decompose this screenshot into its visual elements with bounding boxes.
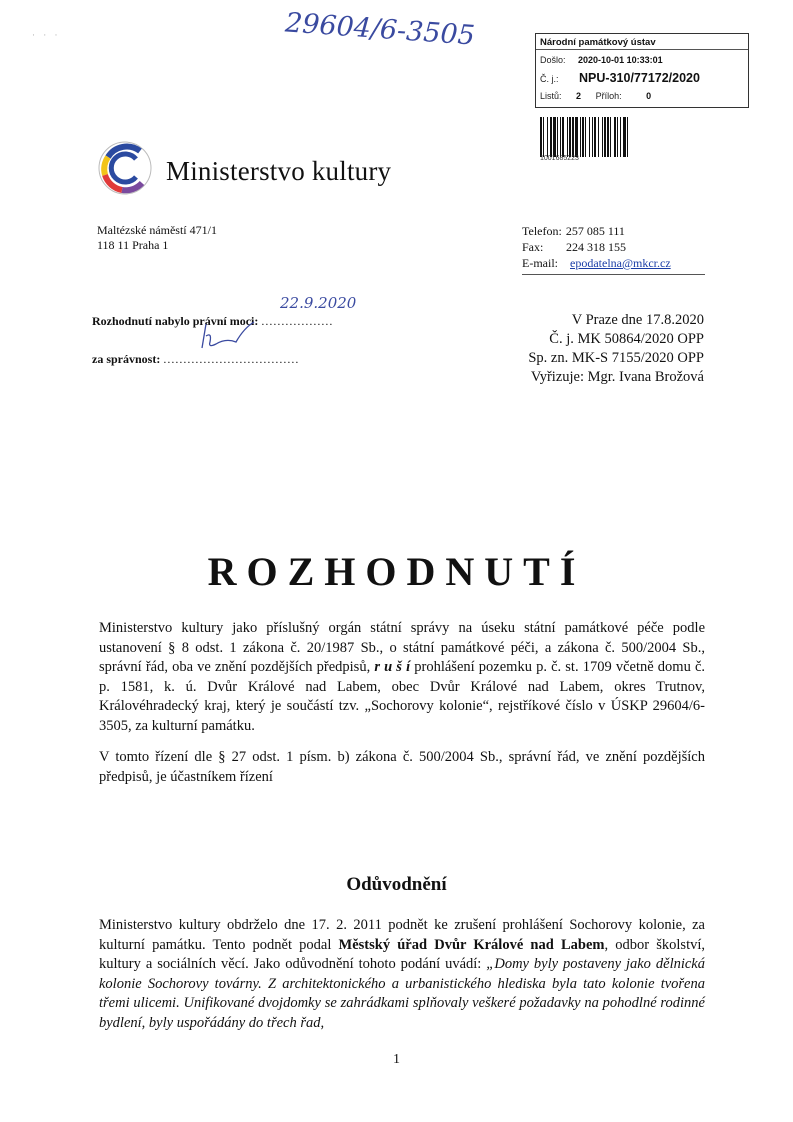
email-link[interactable]: epodatelna@mkcr.cz [570, 256, 671, 270]
decision-text-end: prohlášení pozemku p. č. st. 1709 včetně domu č. p. 1581, k. ú. Dvůr Králové nad Labem, obec Dvůr Králové nad Labem, okres Trutnov, Královéhradecký kraj, který je součástí tzv. „Sochorovy kolonie“, rejstříkové číslo v ÚSKP 29604/6-3505, za kulturní památku. [99, 659, 706, 734]
email-label: E-mail: [522, 256, 558, 270]
handwritten-legal-force-date: 22.9.2020 [280, 294, 357, 312]
handled-by: Vyřizuje: Mgr. Ivana Brožová [530, 369, 704, 385]
reasoning-heading: Odůvodnění [346, 874, 447, 895]
stamp-attachments-label: Příloh: [595, 91, 622, 101]
address-line-2: 118 11 Praha 1 [97, 238, 169, 252]
barcode-number: 1001685223 [540, 155, 579, 162]
participants-paragraph: V tomto řízení dle § 27 odst. 1 písm. b) zákona č. 500/2004 Sb., správní řád, ve znění pozdějších předpisů, je účastníkem řízení [99, 749, 705, 785]
header-rule [522, 274, 705, 275]
reasoning-text-b: , odbor školství, kultury a sociálních věcí. Jako odůvodnění tohoto podání uvádí: [99, 936, 706, 972]
correctness-label: za správnost: [92, 352, 161, 366]
legal-force-label: Rozhodnutí nabylo právní moci: [92, 314, 259, 328]
decision-text-start: Ministerstvo kultury jako příslušný orgán státní správy na úseku státní památkové péče podle ustanovení § 8 odst. 1 zákona č. 20/1987 Sb., o státní památkové péči, a zákona č. 500/2004 Sb., správní řád, oba ve znění pozdějších předpisů, [99, 620, 705, 675]
receipt-stamp [535, 33, 749, 108]
file-mark: Sp. zn. MK-S 7155/2020 OPP [528, 350, 704, 366]
decision-paragraph [99, 619, 705, 736]
fax-label: Fax: [522, 240, 544, 254]
page-number: 1 [393, 1052, 400, 1067]
stamp-received-label: Došlo: [540, 55, 566, 65]
reasoning-paragraph [99, 916, 705, 1033]
stamp-ref-value: NPU-310/77172/2020 [579, 71, 700, 85]
stamp-organization: Národní památkový ústav [540, 37, 656, 48]
place-date: V Praze dne 17.8.2020 [571, 312, 704, 328]
reasoning-authority: Městský úřad Dvůr Králové nad Labem [338, 936, 605, 953]
stamp-sheets-value: 2 [576, 91, 582, 101]
stamp-attachments-value: 0 [646, 91, 652, 101]
barcode [540, 117, 748, 157]
ministry-address [97, 223, 217, 253]
reference-block [498, 311, 704, 387]
reasoning-quote: „Domy byly postaveny jako dělnická kolonie Sochorovy továrny. Z architektonického a urbanistického hlediska byla tato kolonie tvořena třemi ulicemi. Unifikované dvojdomky se zahrádkami splňovaly veškeré požadavky na pohodlné rodinné bydlení, byly uspořádány do třech řad, [99, 956, 705, 1031]
stamp-divider [536, 49, 748, 50]
phone-value: 257 085 111 [565, 224, 625, 238]
contact-block [522, 223, 671, 271]
handwritten-signature-icon [196, 318, 258, 354]
document-title: ROZHODNUTÍ [207, 549, 586, 594]
decision-verb: r u š í [374, 659, 411, 675]
ministry-name: Ministerstvo kultury [166, 156, 392, 186]
address-line-1: Maltézské náměstí 471/1 [97, 223, 217, 237]
reasoning-text-a: Ministerstvo kultury obdrželo dne 17. 2. 2011 podnět ke zrušení prohlášení Sochorovy kolonie, za kulturní památku. Tento podnět podal [99, 917, 705, 953]
fax-value: 224 318 155 [566, 240, 626, 254]
stamp-sheets-label: Listů: [540, 91, 562, 101]
corner-mark: · · · [32, 30, 61, 40]
barcode-bar [628, 117, 630, 157]
handwritten-registry-number: 29604/6-3505 [284, 7, 476, 52]
reference-number: Č. j. MK 50864/2020 OPP [549, 331, 704, 347]
correctness-dots: .................................. [163, 352, 300, 366]
stamp-received-value: 2020-10-01 10:33:01 [578, 55, 663, 65]
phone-label: Telefon: [522, 224, 562, 238]
ministry-logo-icon [96, 139, 154, 197]
legal-force-dots: .................. [261, 314, 334, 328]
stamp-ref-label: Č. j.: [540, 74, 559, 84]
